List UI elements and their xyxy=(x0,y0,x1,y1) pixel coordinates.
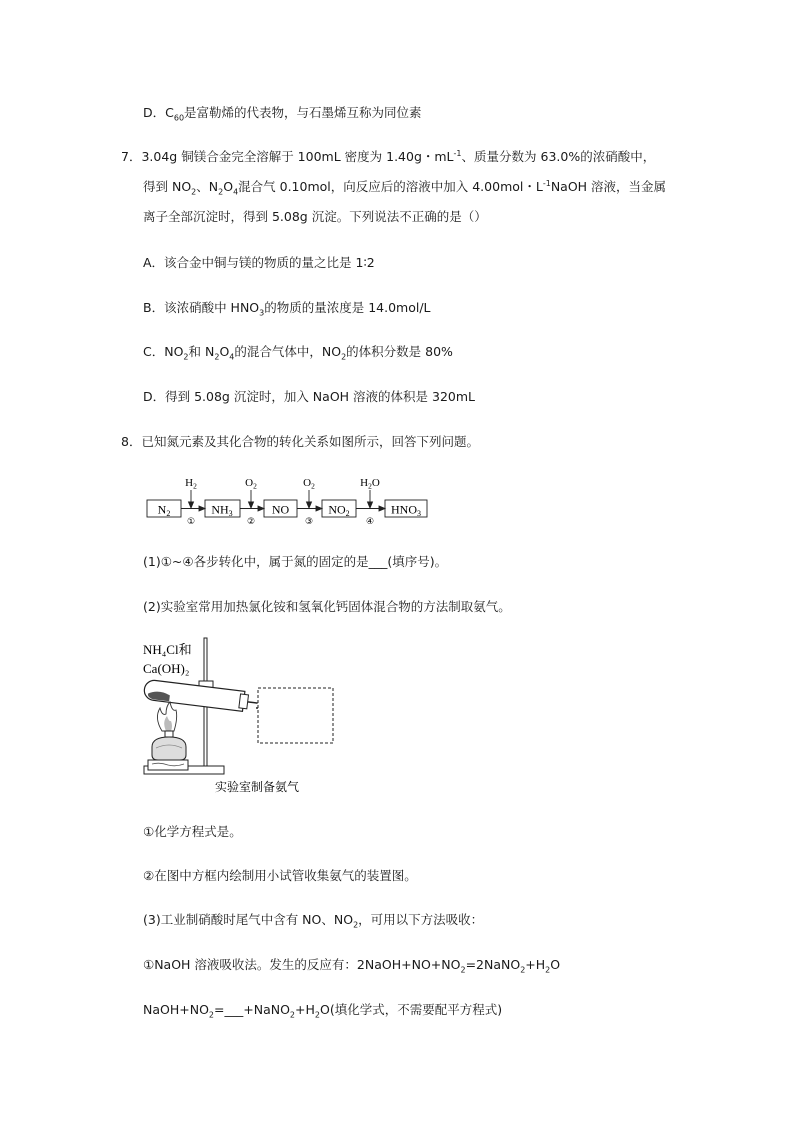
q7-option-c: C．$NO_2$和 $N_2O_4$的混合气体中，$NO_2$的体积分数是 80% xyxy=(143,344,453,362)
reagent-o2-b: $O_2$ xyxy=(303,477,315,491)
q7-option-d: D．得到 5.08g 沉淀时，加入 NaOH 溶液的体积是 320mL xyxy=(143,389,476,404)
svg-text:N2: $N_2$ xyxy=(157,502,171,518)
flow-box-no2 xyxy=(322,500,356,518)
reagent-h2o: $H_2O$ xyxy=(360,477,380,491)
q8-part-3-1: ①NaOH 溶液吸收法。发生的反应有：$2NaOH+NO+NO_2=2NaNO_2+H_2O$ xyxy=(143,957,561,975)
reagent-o2-a: $O_2$ xyxy=(245,477,257,491)
ammonia-apparatus-figure xyxy=(140,636,340,798)
q8-part-2-2: ②在图中方框内绘制用小试管收集氨气的装置图。 xyxy=(143,868,417,883)
flow-box-nh3 xyxy=(205,500,240,518)
alcohol-lamp-icon xyxy=(152,731,186,760)
q7-option-b: B．该浓硝酸中 $HNO_3$的物质的量浓度是 14.0mol/L xyxy=(143,300,431,318)
svg-text:HNO3: $HNO_3$ xyxy=(391,502,421,518)
reactant-label-2: Ca(OH)₂ xyxy=(143,661,190,676)
nitrogen-conversion-diagram xyxy=(143,474,433,526)
step-1: ① xyxy=(186,517,196,526)
figure-caption: 实验室制备氨气 xyxy=(215,780,300,794)
flow-box-n2 xyxy=(147,500,181,518)
q8-part-3: (3)工业制硝酸时尾气中含有 NO、$NO_2$，可用以下方法吸收： xyxy=(143,912,484,930)
step-4: ④ xyxy=(365,517,375,526)
q6-option-d: D．$C_{60}$是富勒烯的代表物，与石墨烯互称为同位素 xyxy=(143,105,422,123)
q8-part-1: (1)①~④各步转化中，属于氮的固定的是___(填序号)。 xyxy=(143,554,448,569)
reactant-label-1: NH₄Cl和 xyxy=(143,642,192,657)
step-3: ③ xyxy=(304,517,314,526)
q7-option-a: A．该合金中铜与镁的物质的量之比是 1∶2 xyxy=(143,255,375,270)
svg-text:NO2: $NO_2$ xyxy=(328,502,350,518)
svg-text:NH3: $NH_3$ xyxy=(211,502,233,518)
q7-stem-line-3: 离子全部沉淀时，得到 5.08g 沉淀。下列说法不正确的是（） xyxy=(143,209,487,224)
svg-text:NO: NO xyxy=(271,502,290,517)
q8-stem: 8．已知氮元素及其化合物的转化关系如图所示，回答下列问题。 xyxy=(121,434,479,449)
q8-part-3-2: $NaOH+NO_2=\_\_\_+NaNO_2+H_2O$(填化学式，不需要配平方程式) xyxy=(143,1002,503,1020)
q7-stem-line-2: 得到 $NO_2$、$N_2O_4$混合气 0.10mol，向反应后的溶液中加入 4.00mol・$L^{-1}NaOH$ 溶液，当金属 xyxy=(143,178,667,197)
reagent-h2: $H_2$ xyxy=(185,477,197,491)
q7-stem-line-1: 7．3.04g 铜镁合金完全溶解于 100mL 密度为 1.40g・$mL^{-1}$、质量分数为 63.0%的浓硝酸中， xyxy=(121,148,656,164)
drawing-box xyxy=(258,688,333,743)
flow-box-no xyxy=(264,500,297,517)
step-2: ② xyxy=(246,517,256,526)
q8-part-2-1: ①化学方程式是。 xyxy=(143,824,242,839)
flow-box-hno3 xyxy=(385,500,427,518)
q8-part-2: (2)实验室常用加热氯化铵和氢氧化钙固体混合物的方法制取氨气。 xyxy=(143,599,511,614)
